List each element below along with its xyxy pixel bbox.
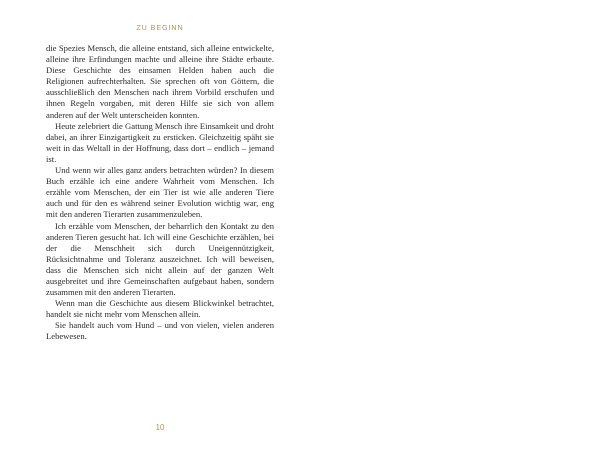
running-head: ZU BEGINN — [136, 23, 184, 32]
page-number: 10 — [155, 423, 165, 432]
paragraph-1: die Spezies Mensch, die alleine entstand, sich alleine entwickelte, alleine ihre Erfindungen machte und alleine ihre Städte erbaute. Diese Geschichte des einsamen Helden haben auch die Religionen aufrechterhalten. Sie sprechen oft von Göttern, die ausschließlich den Menschen nach ihrem Vorbild erschufen und ihnen Regeln vorgaben, mit deren Hilfe sie sich von allem anderen auf der Welt unterscheiden konnten. — [46, 43, 274, 120]
paragraph-5: Wenn man die Geschichte aus diesem Blickwinkel betrachtet, handelt sie nicht mehr vom Menschen allein. — [46, 298, 274, 320]
paragraph-4: Ich erzähle vom Menschen, der beharrlich den Kontakt zu den anderen Tieren gesucht hat. Ich will eine Geschichte erzählen, bei der die Menschheit sich durch Uneigennützigkeit, Rücksichtnahme und Toleranz auszeichnet. Ich will beweisen, dass die Menschen sich nicht allein auf der ganzen Welt ausgebreitet und ihre Gemeinschaften aufgebaut haben, sondern zusammen mit den anderen Tierarten. — [46, 220, 274, 298]
paragraph-3: Und wenn wir alles ganz anders betrachten würden? In diesem Buch erzähle ich eine andere Wahrheit vom Menschen. Ich erzähle vom Menschen, der ein Tier ist wie alle anderen Tiere auch und für den es während seiner Evolution wichtig war, eng mit den anderen Tierarten zusammenzuleben. — [46, 165, 274, 220]
paragraph-2: Heute zelebriert die Gattung Mensch ihre Einsamkeit und droht dabei, an ihrer Einzigartigkeit zu ersticken. Gleichzeitig späht sie weit in das Weltall in der Hoffnung, dass dort – endlich – jemand ist. — [46, 120, 274, 164]
body-text — [46, 43, 274, 343]
paragraph-6: Sie handelt auch vom Hund – und von vielen, vielen anderen Lebewesen. — [46, 320, 274, 342]
